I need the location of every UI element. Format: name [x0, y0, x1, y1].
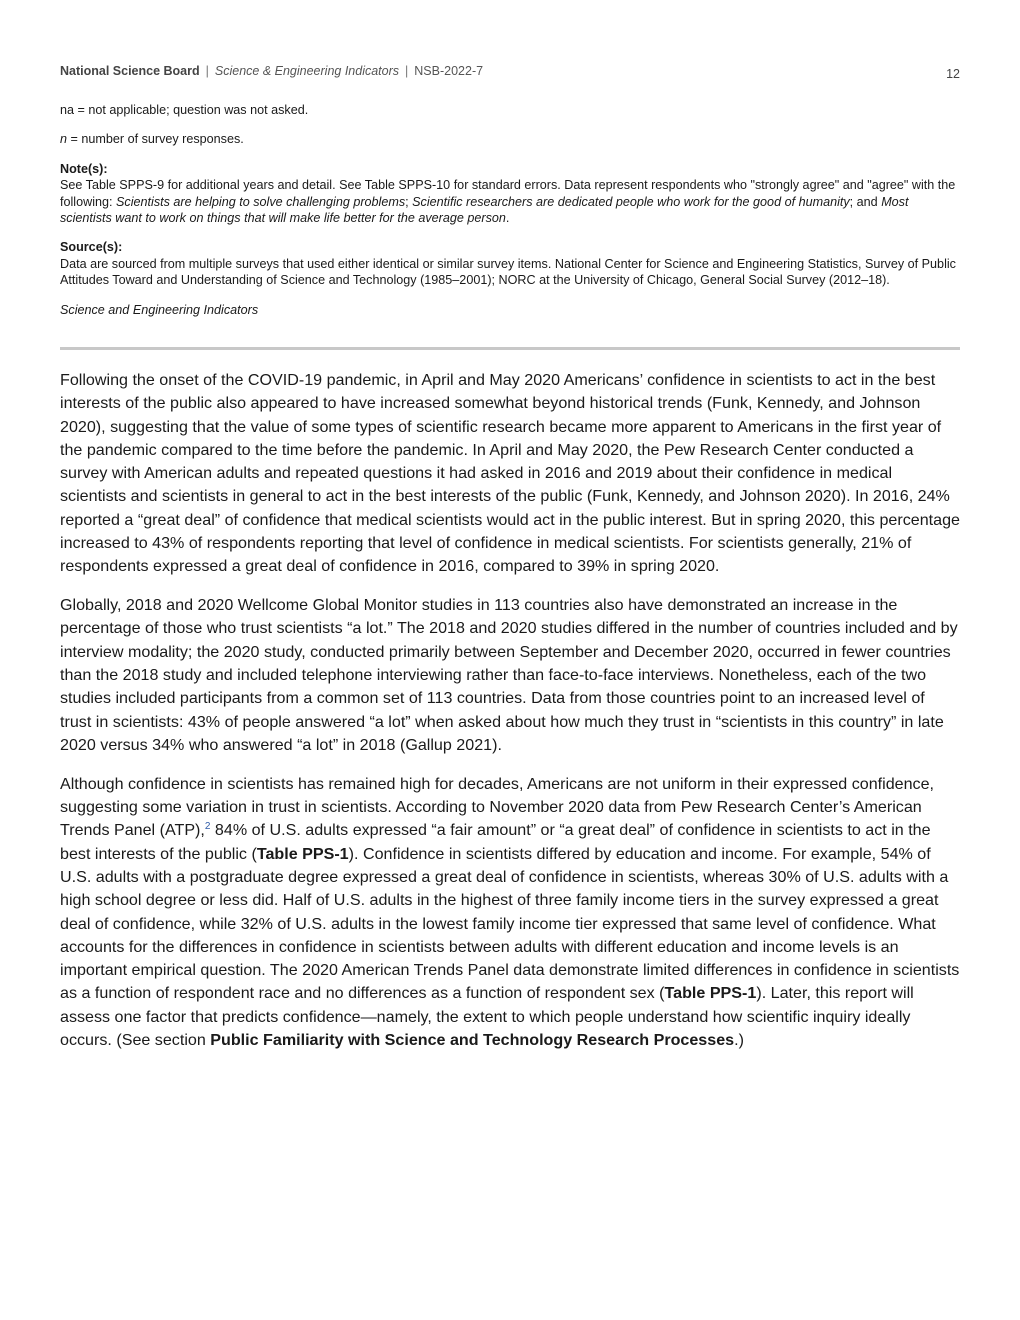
header-separator: |	[205, 64, 209, 78]
table-notes	[60, 102, 960, 318]
running-header	[60, 64, 960, 81]
attribution	[60, 302, 960, 318]
header-report-id: NSB-2022-7	[414, 64, 484, 78]
paragraph-wellcome-monitor: Globally, 2018 and 2020 Wellcome Global Monitor studies in 113 countries also have demonstrated an increase in the percentage of those who trust scientists “a lot.” The 2018 and 2020 studies differed in the number of countries included and by interview modality; the 2020 study, conducted primarily between September and December 2020, occurred in fewer countries than the 2018 study and included telephone interviewing rather than face-to-face interviews. Nonetheless, each of the two studies included participants from a common set of 113 countries. Data from those countries point to an increased level of trust in scientists: 43% of people answered “a lot” when asked about how much they trust in “scientists in this country” in late 2020 versus 34% who answered “a lot” in 2018 (Gallup 2021).	[60, 596, 958, 754]
attribution-text: Science and Engineering Indicators	[60, 302, 259, 317]
source-text: Data are sourced from multiple surveys that used either identical or similar survey items. National Center for Science and Engineering Statistics, Survey of Public Attitudes Toward and Understanding of Science and Technology (1985–2001); NORC at the University of Chicago, General Social Survey (2012–18).	[60, 256, 956, 288]
n-def: = number of survey responses.	[67, 132, 244, 147]
footnote-link[interactable]: 2	[204, 821, 211, 833]
notes-heading: Note(s):	[60, 161, 108, 176]
n-key: n	[60, 132, 68, 147]
header-publication: Science & Engineering Indicators	[214, 64, 400, 78]
section-divider	[60, 347, 960, 350]
header-left	[60, 64, 483, 81]
header-org: National Science Board	[60, 64, 200, 78]
paragraph-confidence-variation: Although confidence in scientists has remained high for decades, Americans are not uniform in their expressed confidence, suggesting some variation in trust in scientists. According to November 2020 data from Pew Research Center’s American Trends Panel (ATP),$^2$ 84% of U.S. adults expressed “a fair amount” or “a great deal” of confidence in scientists to act in the best interests of the public (Table PPS-1). Confidence in scientists differed by education and income. For example, 54% of U.S. adults with a postgraduate degree expressed a great deal of confidence in scientists, whereas 30% of U.S. adults with a high school degree or less did. Half of U.S. adults in the highest of three family income tiers in the survey expressed a great deal of confidence, while 32% of U.S. adults in the lowest family income tier expressed that same level of confidence. What accounts for the differences in confidence in scientists between adults with different education and income levels is an important empirical question. The 2020 American Trends Panel data demonstrate limited differences in confidence in scientists as a function of respondent race and no differences as a function of respondent sex (Table PPS-1). Later, this report will assess one factor that predicts confidence—namely, the extent to which people understand how scientific inquiry ideally occurs. (See section Public Familiarity with Science and Technology Research Processes.)	[60, 774, 960, 1050]
na-definition	[60, 102, 960, 118]
n-definition	[60, 131, 960, 147]
table-ref-link[interactable]: Table PPS-1	[256, 844, 349, 863]
na-def: = not applicable; question was not asked.	[74, 103, 309, 117]
paragraph-covid-confidence: Following the onset of the COVID-19 pandemic, in April and May 2020 Americans’ confidence in scientists to act in the best interests of the public also appeared to have increased somewhat beyond historical trends (Funk, Kennedy, and Johnson 2020), suggesting that the value of some types of scientific research became more apparent to Americans in the first year of the pandemic compared to the time before the pandemic. In April and May 2020, the Pew Research Center conducted a survey with American adults and repeated questions it had asked in 2016 and 2019 about their confidence in medical scientists and scientists in general to act in the best interests of the public (Funk, Kennedy, and Johnson 2020). In 2016, 24% reported a “great deal” of confidence that medical scientists would act in the public interest. But in spring 2020, this percentage increased to 43% of respondents reporting that level of confidence in medical scientists. For scientists generally, 21% of respondents expressed a great deal of confidence in 2016, compared to 39% in spring 2020.	[60, 371, 960, 576]
main-text	[60, 369, 960, 1068]
table-ref-link[interactable]: Table PPS-1	[664, 984, 757, 1003]
source-heading: Source(s):	[60, 240, 123, 255]
section-ref-link[interactable]: Public Familiarity with Science and Technology Research Processes	[210, 1031, 735, 1050]
page-number: 12	[946, 67, 960, 81]
header-separator: |	[405, 64, 409, 78]
notes-text: See Table SPPS-9 for additional years and detail. See Table SPPS-10 for standard errors. Data represent respondents who "strongly agree" and "agree" with the following: Scientists are helping to solve challenging problems; Scientific researchers are dedicated people who work for the good of humanity; and Most scientists want to work on things that will make life better for the average person.	[60, 178, 956, 226]
na-key: na	[60, 103, 75, 117]
